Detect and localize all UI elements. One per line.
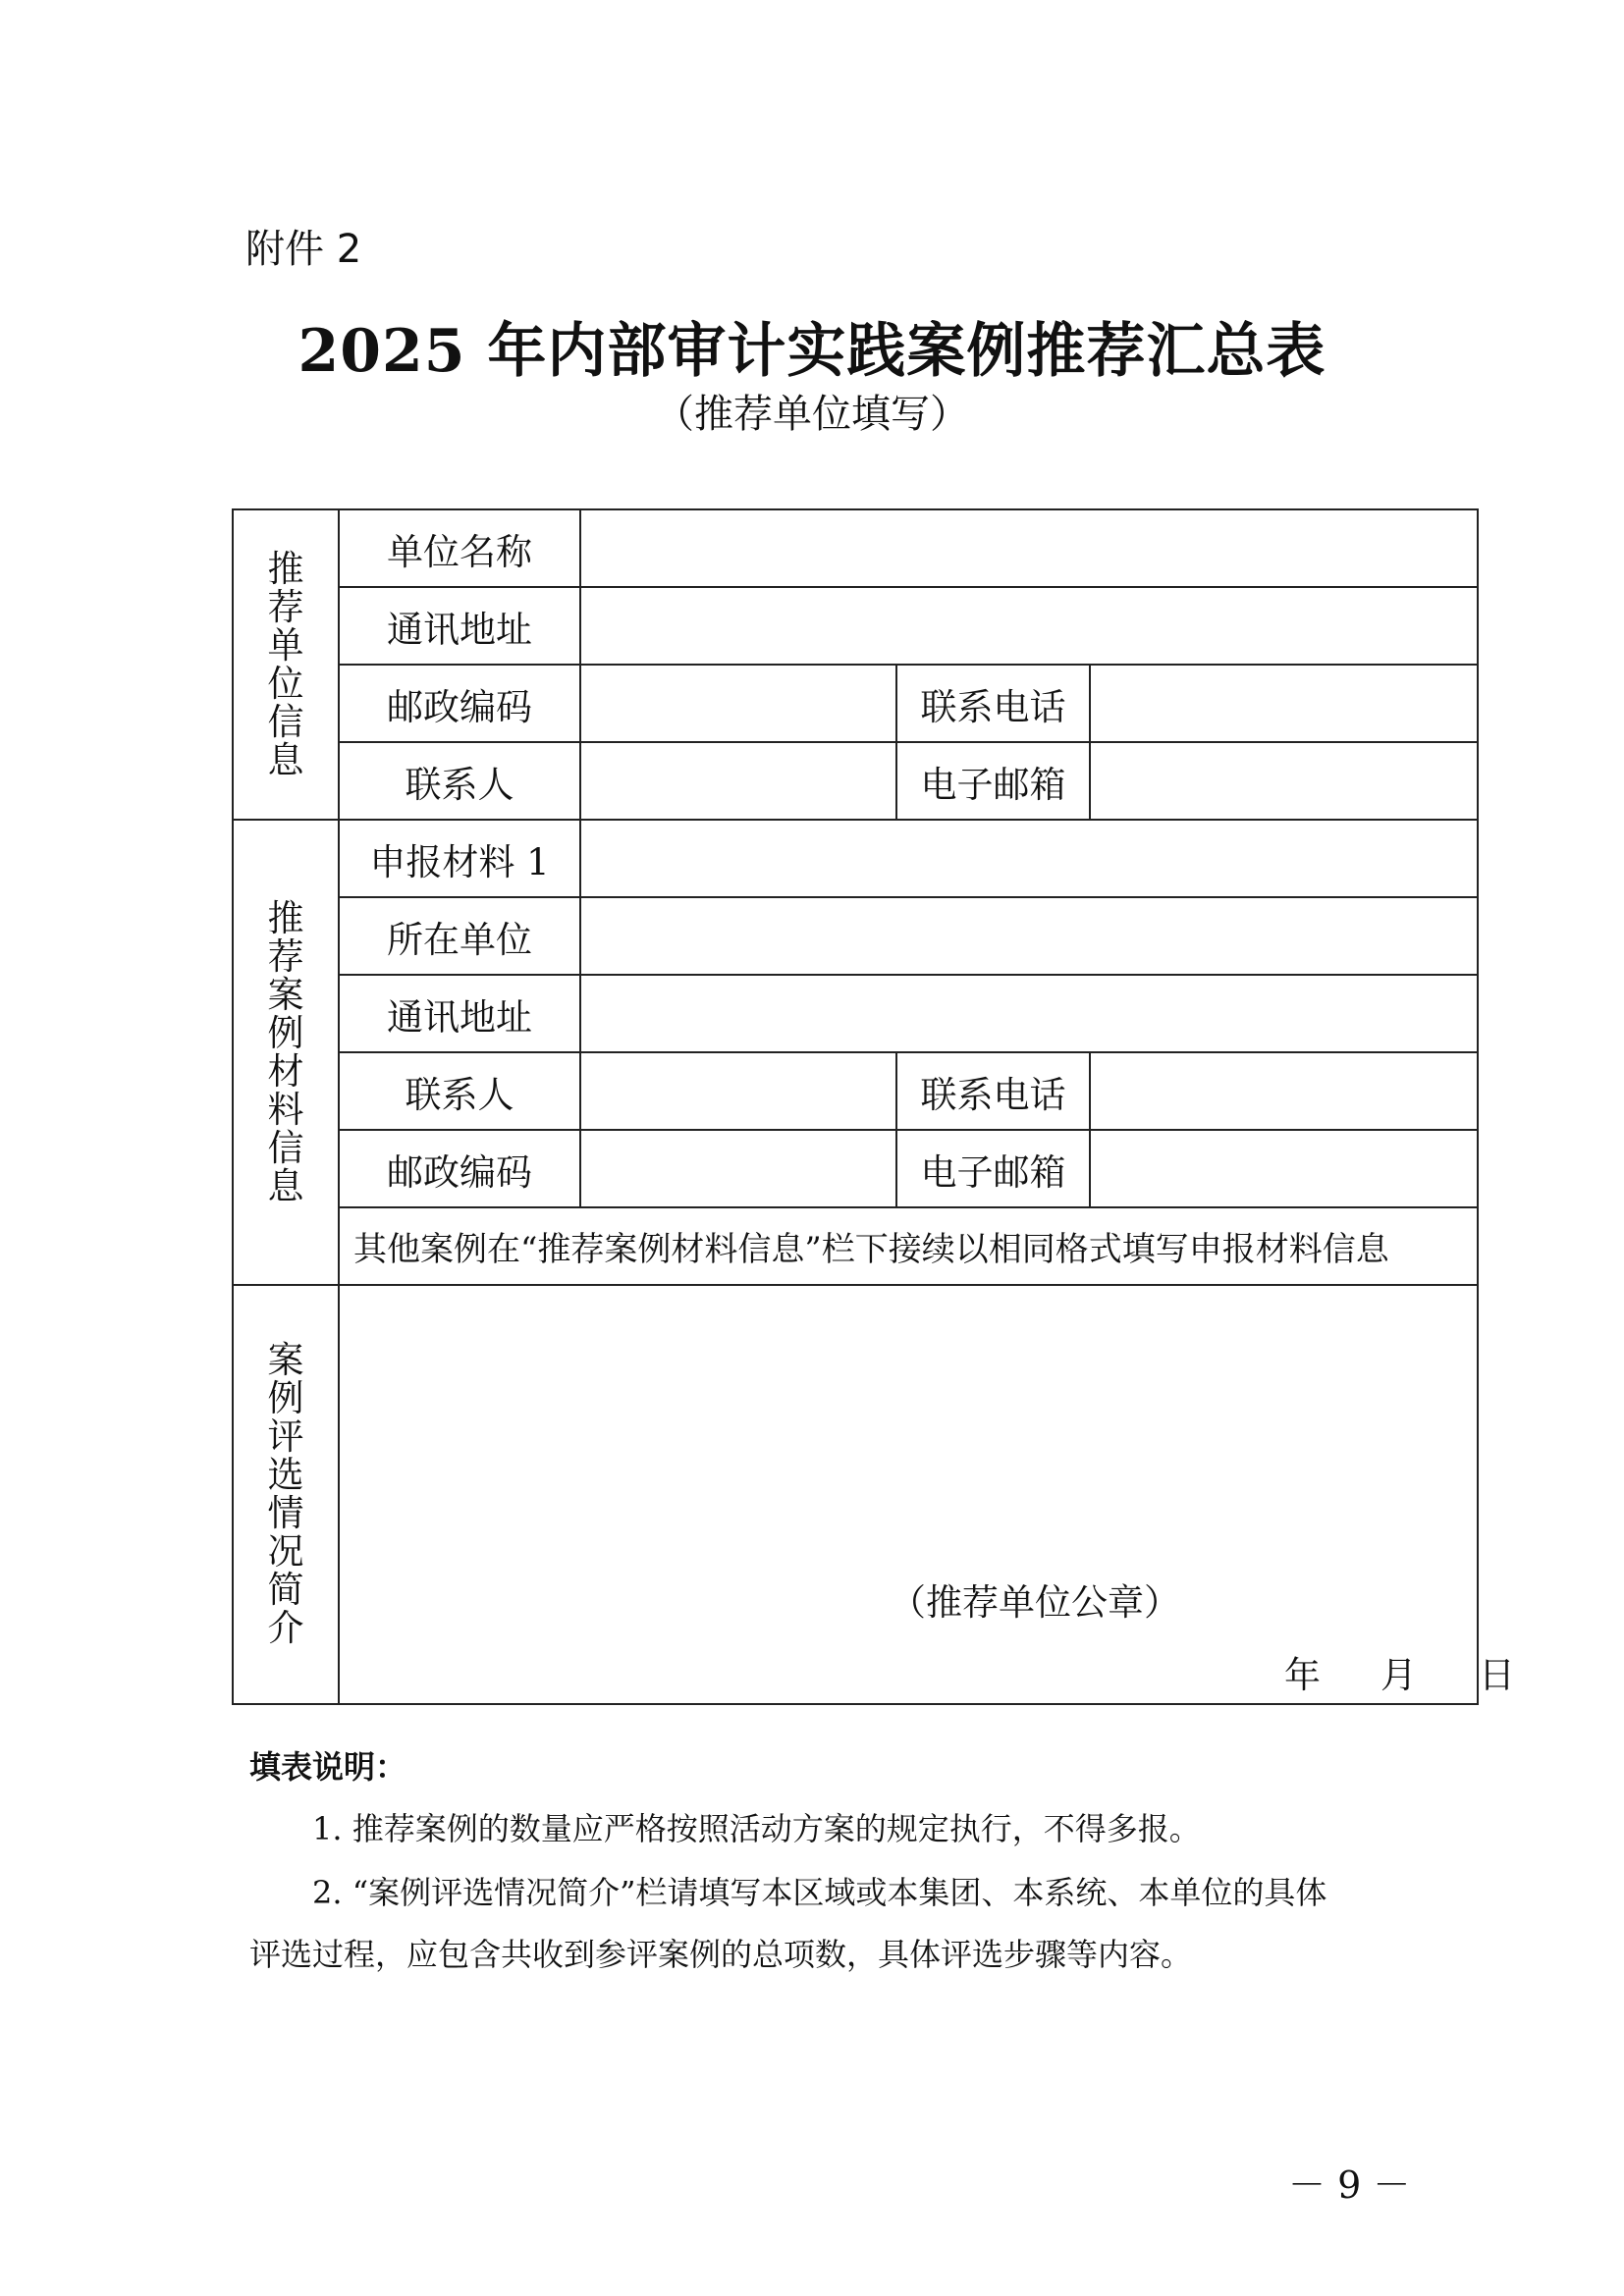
field-case-email[interactable] [1090,1130,1478,1207]
summary-form-table [232,508,1515,1705]
section-unit-header: 推荐单位信息 [233,509,339,820]
label-case-phone: 联系电话 [896,1052,1090,1130]
label-case-material: 申报材料 1 [339,820,580,897]
page-number: － 9 － [1288,2163,1411,2207]
field-case-phone[interactable] [1090,1052,1478,1130]
field-unit-postcode[interactable] [580,665,896,742]
label-unit-address: 通讯地址 [339,587,580,665]
instruction-item-2-line-1: 2. “案例评选情况简介”栏请填写本区域或本集团、本系统、本单位的具体 [312,1874,1327,1911]
field-case-material[interactable] [580,820,1478,897]
instruction-item-2-line-2: 评选过程，应包含共收到参评案例的总项数，具体评选步骤等内容。 [249,1936,1193,1973]
label-unit-phone: 联系电话 [896,665,1090,742]
section-review-header: 案例评选情况简介 [233,1285,339,1704]
label-unit-contact: 联系人 [339,742,580,820]
page-subtitle: （推荐单位填写） [655,392,969,437]
field-case-postcode[interactable] [580,1130,896,1207]
label-unit-name: 单位名称 [339,509,580,587]
section-case-header: 推荐案例材料信息 [233,820,339,1285]
label-case-contact: 联系人 [339,1052,580,1130]
field-case-unit[interactable] [580,897,1478,975]
label-unit-email: 电子邮箱 [896,742,1090,820]
label-case-email: 电子邮箱 [896,1130,1090,1207]
instruction-item-1: 1. 推荐案例的数量应严格按照活动方案的规定执行，不得多报。 [312,1810,1201,1847]
label-case-address: 通讯地址 [339,975,580,1052]
label-case-unit: 所在单位 [339,897,580,975]
date-day: 日 [1479,1654,1515,1696]
unit-seal-label: （推荐单位公章） [890,1581,1180,1624]
page-title: 2025 年内部审计实践案例推荐汇总表 [298,317,1326,386]
attachment-label: 附件 2 [245,227,362,272]
field-case-contact[interactable] [580,1052,896,1130]
field-case-address[interactable] [580,975,1478,1052]
instructions-title: 填表说明： [249,1748,407,1786]
label-unit-postcode: 邮政编码 [339,665,580,742]
field-unit-email[interactable] [1090,742,1478,820]
field-unit-contact[interactable] [580,742,896,820]
field-unit-phone[interactable] [1090,665,1478,742]
field-unit-address[interactable] [580,587,1478,665]
case-continuation-note: 其他案例在“推荐案例材料信息”栏下接续以相同格式填写申报材料信息 [339,1207,1478,1285]
date-month: 月 [1380,1654,1417,1696]
date-year: 年 [1284,1654,1321,1696]
field-unit-name[interactable] [580,509,1478,587]
label-case-postcode: 邮政编码 [339,1130,580,1207]
field-review-summary[interactable] [339,1285,1515,1704]
